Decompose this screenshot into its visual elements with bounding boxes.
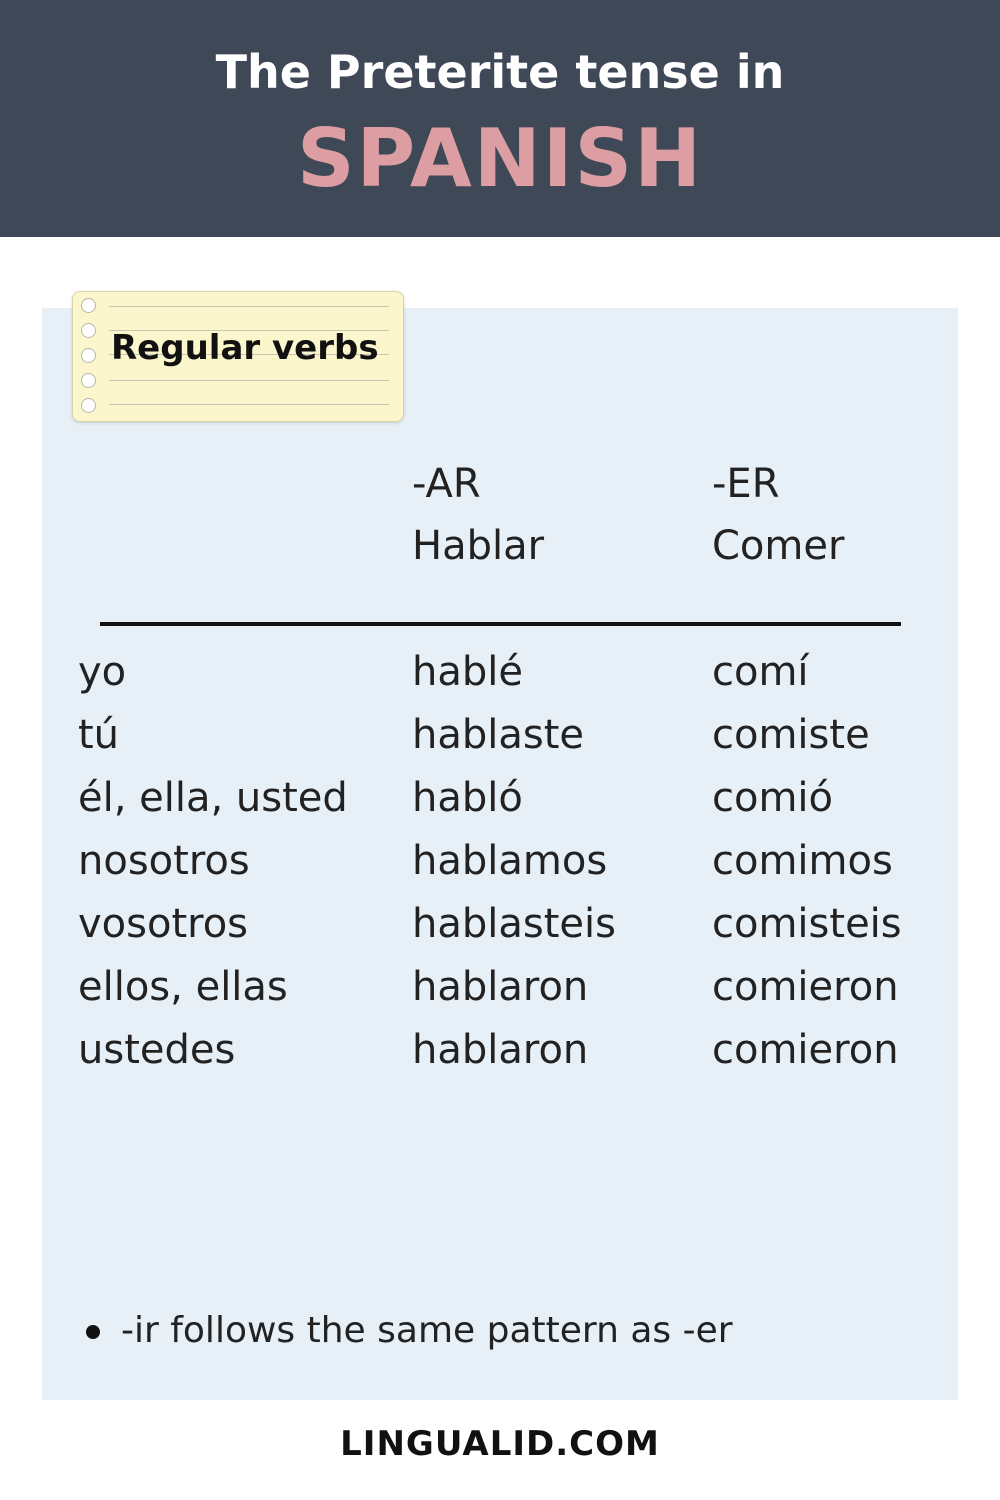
binder-hole-icon bbox=[81, 298, 96, 313]
ar-form-cell: hablaron bbox=[412, 1027, 589, 1073]
footer-site-name: LINGUALID.COM bbox=[340, 1424, 660, 1464]
ar-form-cell: hablasteis bbox=[412, 901, 616, 947]
section-label: Regular verbs bbox=[111, 328, 379, 368]
pronoun-cell: ellos, ellas bbox=[78, 964, 288, 1010]
pronoun-cell: tú bbox=[78, 712, 120, 758]
header-divider bbox=[100, 622, 901, 626]
binder-hole-icon bbox=[81, 373, 96, 388]
bullet-icon bbox=[86, 1325, 100, 1339]
er-form-cell: comiste bbox=[712, 712, 870, 758]
ar-form-cell: hablaron bbox=[412, 964, 589, 1010]
ar-form-cell: hablamos bbox=[412, 838, 608, 884]
header-banner bbox=[0, 0, 1000, 237]
pronoun-cell: ustedes bbox=[78, 1027, 236, 1073]
notepad-label bbox=[72, 291, 404, 422]
er-form-cell: comí bbox=[712, 649, 809, 695]
pronoun-cell: nosotros bbox=[78, 838, 250, 884]
ar-form-cell: hablé bbox=[412, 649, 523, 695]
ar-form-cell: habló bbox=[412, 775, 523, 821]
er-verb-header: Comer bbox=[712, 523, 845, 569]
note-rule bbox=[109, 404, 389, 405]
pronoun-cell: él, ella, usted bbox=[78, 775, 348, 821]
binder-hole-icon bbox=[81, 348, 96, 363]
title-line: The Preterite tense in bbox=[215, 45, 785, 99]
pronoun-cell: vosotros bbox=[78, 901, 249, 947]
ar-ending-header: -AR bbox=[412, 461, 481, 507]
er-form-cell: comieron bbox=[712, 964, 899, 1010]
note-rule bbox=[109, 380, 389, 381]
note-rule bbox=[109, 306, 389, 307]
binder-hole-icon bbox=[81, 398, 96, 413]
er-form-cell: comieron bbox=[712, 1027, 899, 1073]
ar-form-cell: hablaste bbox=[412, 712, 585, 758]
pronoun-cell: yo bbox=[78, 649, 127, 695]
er-form-cell: comisteis bbox=[712, 901, 902, 947]
er-ending-header: -ER bbox=[712, 461, 780, 507]
title-language: SPANISH bbox=[296, 112, 704, 205]
er-form-cell: comimos bbox=[712, 838, 893, 884]
bullet-note: -ir follows the same pattern as -er bbox=[121, 1310, 733, 1351]
er-form-cell: comió bbox=[712, 775, 834, 821]
ar-verb-header: Hablar bbox=[412, 523, 545, 569]
binder-hole-icon bbox=[81, 323, 96, 338]
